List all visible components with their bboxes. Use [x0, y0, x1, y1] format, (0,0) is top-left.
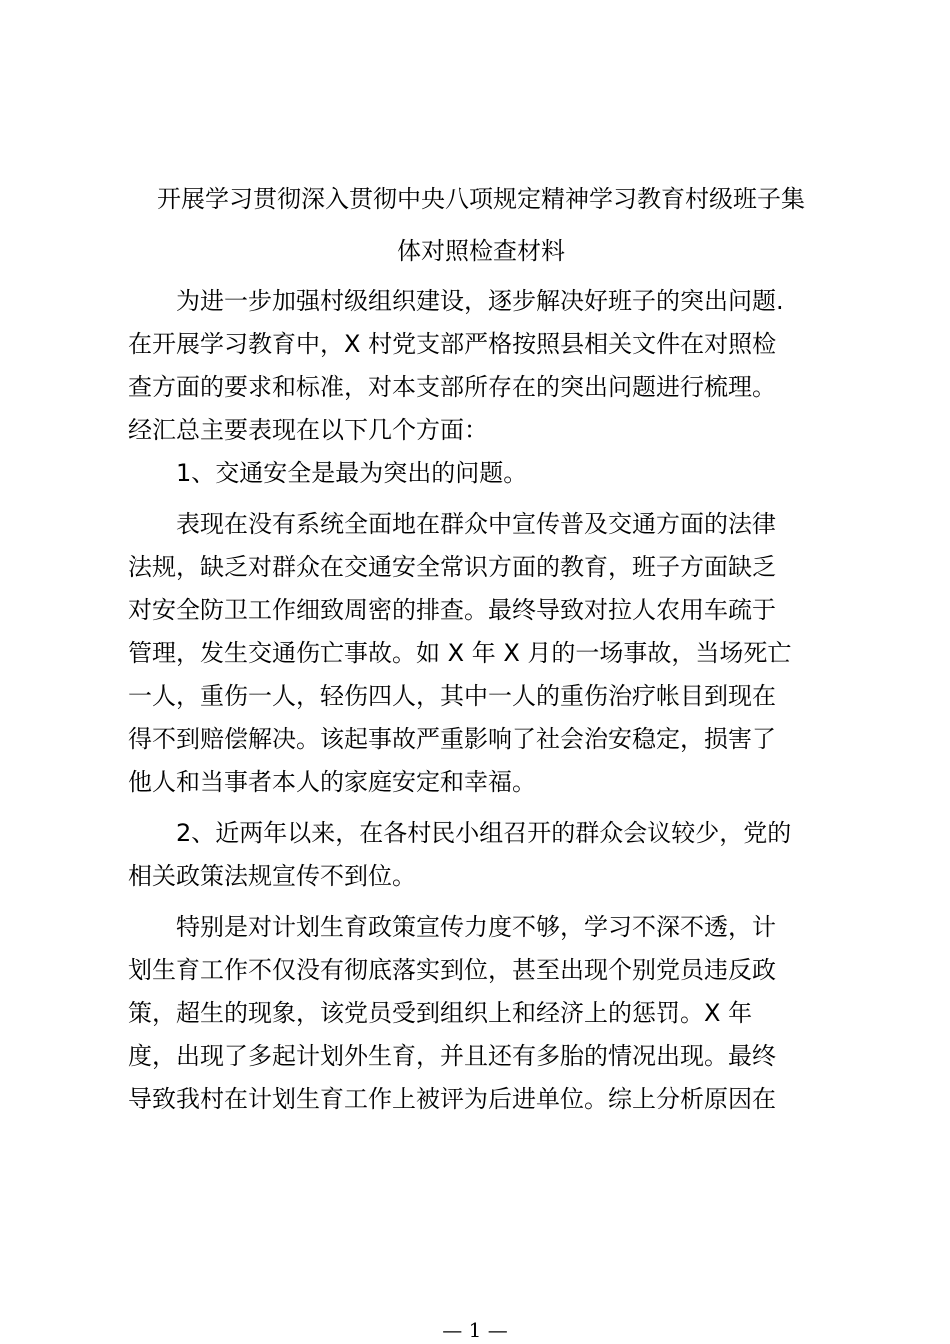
- paragraph-line: 在开展学习教育中，X 村党支部严格按照县相关文件在对照检: [128, 330, 777, 358]
- paragraph-line: 法规，缺乏对群众在交通安全常识方面的教育，班子方面缺乏: [128, 553, 776, 581]
- section-heading-1: 1、交通安全是最为突出的问题。: [176, 459, 528, 487]
- paragraph-line: 策，超生的现象，该党员受到组织上和经济上的惩罚。X 年: [128, 999, 753, 1027]
- paragraph-line: 划生育工作不仅没有彻底落实到位，甚至出现个别党员违反政: [128, 956, 776, 984]
- document-title-line-2: 体对照检查材料: [397, 237, 565, 265]
- paragraph-line: 得不到赔偿解决。该起事故严重影响了社会治安稳定，损害了: [128, 725, 776, 753]
- paragraph-line: 一人，重伤一人，轻伤四人，其中一人的重伤治疗帐目到现在: [128, 682, 776, 710]
- section-heading-2-cont: 相关政策法规宣传不到位。: [128, 862, 416, 890]
- paragraph-line: 特别是对计划生育政策宣传力度不够，学习不深不透，计: [176, 913, 776, 941]
- paragraph-line: 管理，发生交通伤亡事故。如 X 年 X 月的一场事故，当场死亡: [128, 639, 792, 667]
- paragraph-line: 查方面的要求和标准，对本支部所存在的突出问题进行梳理。: [128, 373, 776, 401]
- paragraph-line: 他人和当事者本人的家庭安定和幸福。: [128, 768, 536, 796]
- paragraph-line: 导致我村在计划生育工作上被评为后进单位。综上分析原因在: [128, 1085, 776, 1113]
- paragraph-line: 度，出现了多起计划外生育，并且还有多胎的情况出现。最终: [128, 1042, 776, 1070]
- paragraph-line: 表现在没有系统全面地在群众中宣传普及交通方面的法律: [176, 510, 776, 538]
- paragraph-line: 为进一步加强村级组织建设，逐步解决好班子的突出问题.: [176, 287, 784, 315]
- document-title-line-1: 开展学习贯彻深入贯彻中央八项规定精神学习教育村级班子集: [157, 185, 805, 213]
- paragraph-line: 经汇总主要表现在以下几个方面：: [128, 416, 488, 444]
- paragraph-line: 对安全防卫工作细致周密的排查。最终导致对拉人农用车疏于: [128, 596, 776, 624]
- page-number: — 1 —: [442, 1318, 508, 1342]
- section-heading-2: 2、近两年以来，在各村民小组召开的群众会议较少，党的: [176, 819, 792, 847]
